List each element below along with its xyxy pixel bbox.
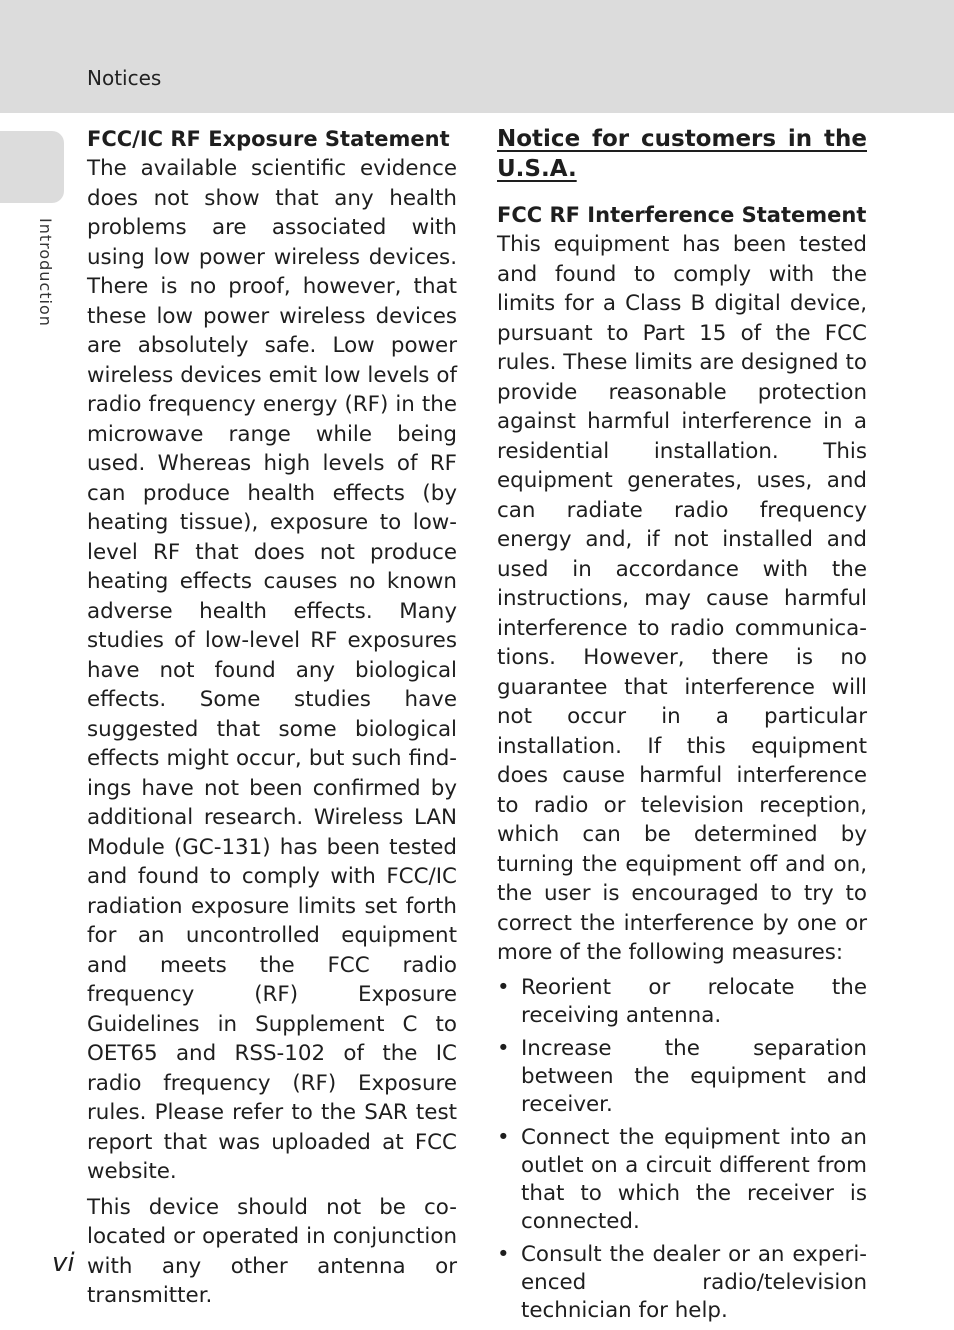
list-item-text: Consult the dealer or an experienced radio/television technician for help. (521, 1241, 867, 1323)
interference-paragraph: This equipment has been tested and found to comply with the limits for a Class B digital device, pursuant to Part 15 of the FCC rules. These limits are designed to provide reasonable protection against harmful interference in a residential installation. This equipment generates, uses, and can radiate radio frequency energy and, if not installed and used in accordance with the instructions, may cause harmful interference to radio communications. However, there is no guarantee that interference will not occur in a particular installation. If this equipment does cause harmful interference to radio or television reception, which can be determined by turning the equipment off and on, the user is encouraged to try to correct the interference by one or more of the following measures: (497, 232, 867, 965)
list-item-text: Increase the separation between the equipment and receiver. (521, 1035, 867, 1117)
list-item (497, 1124, 867, 1236)
bullet-icon: • (497, 1124, 510, 1150)
bullet-icon: • (497, 974, 510, 1000)
list-item (497, 1035, 867, 1119)
co-location-paragraph: This device should not be co-located or operated in conjunction with any other antenna or transmitter. (87, 1194, 457, 1308)
interference-heading: FCC RF Interference Statement (497, 203, 867, 227)
list-item (497, 974, 867, 1030)
usa-notice-title: Notice for customers in the U.S.A. (497, 126, 867, 182)
list-item (497, 1241, 867, 1325)
right-column (497, 124, 867, 1330)
chapter-tab-label: Introduction (36, 218, 55, 327)
list-item-text: Connect the equipment into an outlet on a circuit different from that to which the receiver is connected. (521, 1124, 867, 1234)
rf-exposure-heading: FCC/IC RF Exposure Statement (87, 127, 450, 151)
section-title: Notices (87, 66, 162, 90)
header-band (0, 0, 954, 113)
side-tab (0, 131, 64, 203)
bullet-icon: • (497, 1241, 510, 1267)
list-item-text: Reorient or relocate the receiving antenna. (521, 974, 867, 1028)
measures-list (497, 974, 867, 1325)
left-column (87, 124, 457, 1311)
bullet-icon: • (497, 1035, 510, 1061)
page-number: vi (52, 1248, 75, 1278)
rf-exposure-paragraph: The available scientific evidence does not show that any health problems are associated with using low power wireless devices. There is no proof, however, that these low power wireless devices are absolutely safe. Low power wireless devices emit low levels of radio frequency energy (RF) in the microwave range while being used. Whereas high levels of RF can produce health effects (by heating tissue), exposure to low-level RF that does not produce heating effects causes no known adverse health effects. Many studies of low-level RF exposures have not found any biological effects. Some studies have suggested that some biological effects might occur, but such findings have not been confirmed by additional research. Wireless LAN Module (GC-131) has been tested and found to comply with FCC/IC radiation exposure limits set forth for an uncontrolled equipment and meets the FCC radio frequency (RF) Exposure Guidelines in Supplement C to OET65 and RSS-102 of the IC radio frequency (RF) Exposure rules. Please refer to the SAR test report that was uploaded at FCC website. (87, 156, 457, 1184)
